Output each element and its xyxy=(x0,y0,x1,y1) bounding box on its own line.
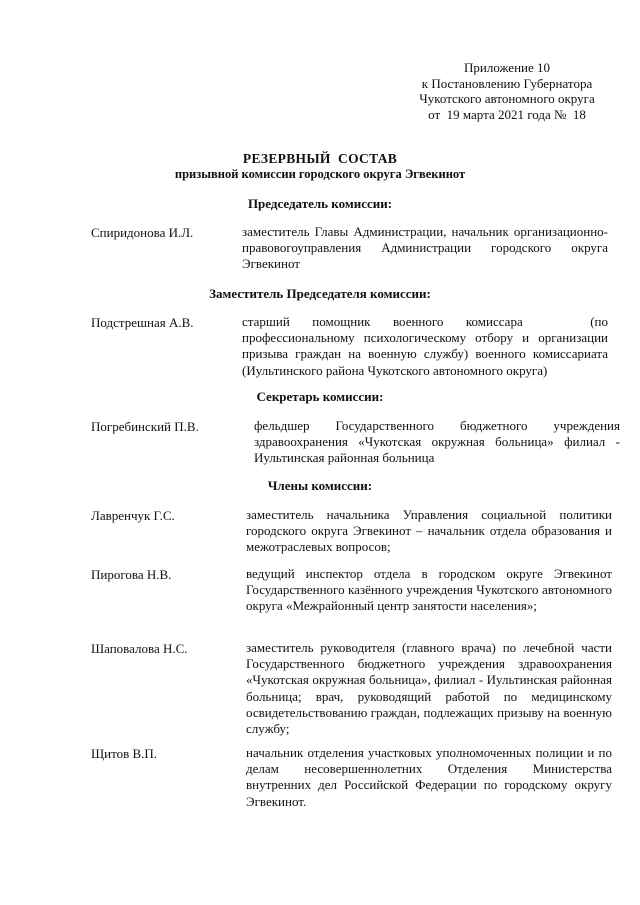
deputy-heading: Заместитель Председателя комиссии: xyxy=(209,286,431,301)
appendix-line-1: Приложение 10 xyxy=(463,60,551,75)
deputy-name: Подстрешная А.В. xyxy=(91,315,194,330)
members-heading: Члены комиссии: xyxy=(267,478,373,493)
member-name: Шаповалова Н.С. xyxy=(91,641,188,656)
appendix-line-3: Чукотского автономного округа xyxy=(419,91,595,106)
appendix-reference xyxy=(412,60,602,122)
document-title: РЕЗЕРВНЫЙ СОСТАВ xyxy=(242,151,398,166)
chairman-heading: Председатель комиссии: xyxy=(247,196,393,211)
member-name: Лавренчук Г.С. xyxy=(91,508,175,523)
secretary-name: Погребинский П.В. xyxy=(91,419,199,434)
secretary-heading: Секретарь комиссии: xyxy=(256,389,384,404)
member-name: Щитов В.П. xyxy=(91,746,158,761)
member-description: заместитель руководителя (главного врача) по лечебной части Государственного бюджетного учреждения здравоохранения «Чукотская окружная больница», филиал - Иультинская районная больница; врач, руководящий работой по медицинскому освидетельствованию граждан, подлежащих призыву на военную службу; xyxy=(246,640,612,737)
member-description: заместитель начальника Управления социальной политики городского округа Эгвекинот – начальник отдела образования и межотраслевых вопросов; xyxy=(246,507,612,555)
document-subtitle: призывной комиссии городского округа Эгвекинот xyxy=(174,167,466,181)
chairman-name: Спиридонова И.Л. xyxy=(91,225,194,240)
member-name: Пирогова Н.В. xyxy=(91,567,172,582)
appendix-line-4: от 19 марта 2021 года № 18 xyxy=(428,106,586,122)
secretary-description: фельдшер Государственного бюджетного учреждения здравоохранения «Чукотская окружная больница» филиал - Иультинская районная больница xyxy=(254,418,620,466)
member-description: начальник отделения участковых уполномоченных полиции и по делам несовершеннолетних Отделения Министерства внутренних дел Российской Федерации по городскому округу Эгвекинот. xyxy=(246,745,612,809)
member-description: ведущий инспектор отдела в городском округе Эгвекинот Государственного казённого учреждения Чукотского автономного округа «Межрайонный центр занятости населения»; xyxy=(246,566,612,614)
chairman-description: заместитель Главы Администрации, начальник организационно-правовогоуправления Администрации городского округа Эгвекинот xyxy=(242,224,608,272)
deputy-description: старший помощник военного комиссара (по профессиональному психологическому отбору и организации призыва граждан на военную службу) военного комиссариата (Иультинского района Чукотского автономного округа) xyxy=(242,314,612,378)
appendix-line-2: к Постановлению Губернатора xyxy=(421,75,593,91)
